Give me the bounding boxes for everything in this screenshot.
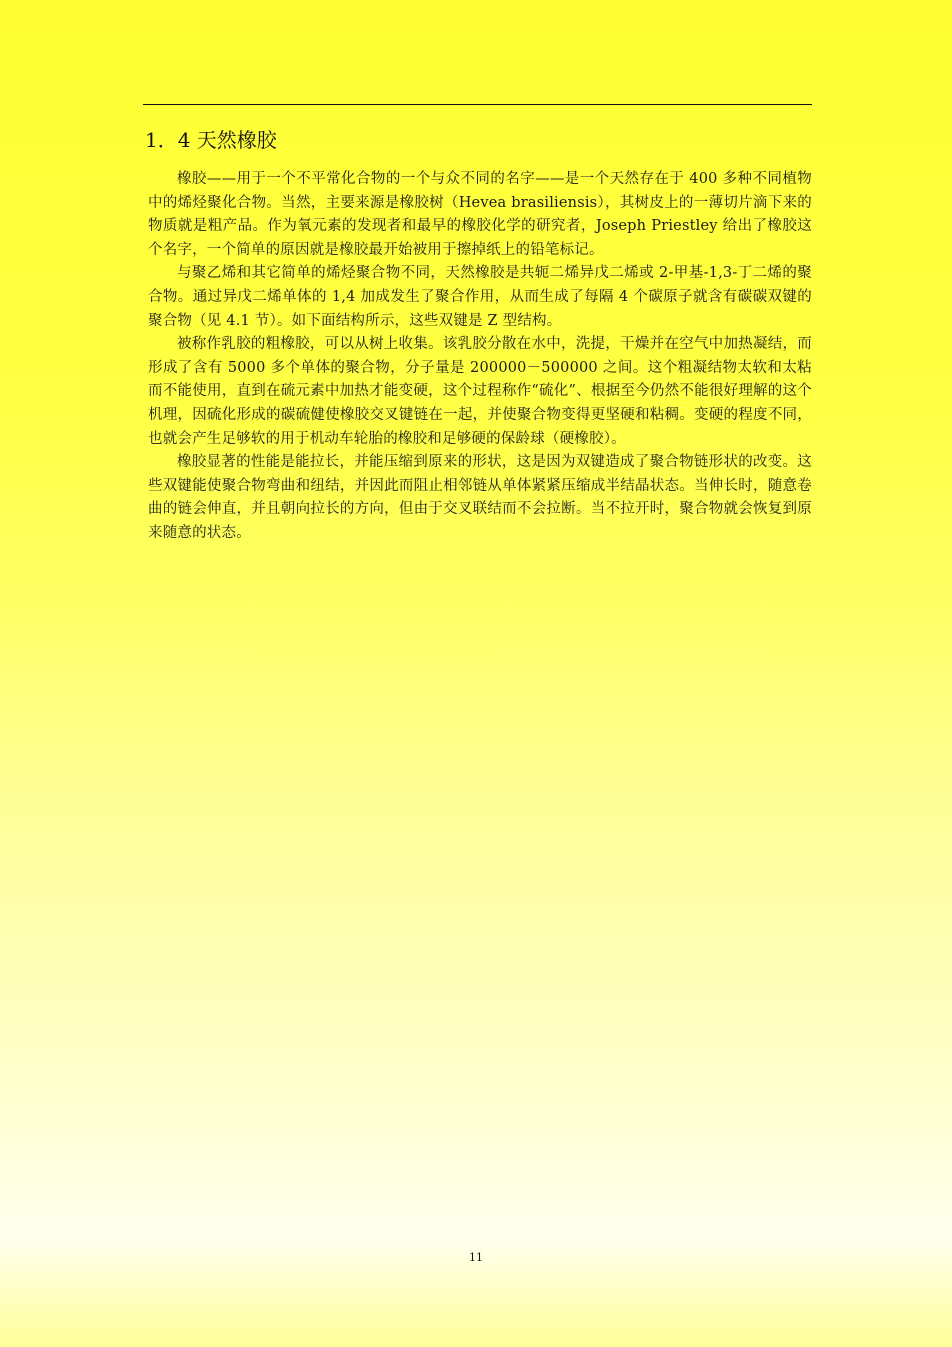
paragraph-latex-vulcanization: 被称作乳胶的粗橡胶，可以从树上收集。该乳胶分散在水中，洗提，干燥并在空气中加热凝结，而形成了含有 5000 多个单体的聚合物，分子量是 200000－500000 之间。这个粗凝结物太软和太粘而不能使用，直到在硫元素中加热才能变硬，这个过程称作“硫化”、根据至今仍然不能很好理解的这个机理，因硫化形成的碳硫健使橡胶交叉键链在一起，并使聚合物变得更坚硬和粘稠。变硬的程度不同，也就会产生足够软的用于机动车轮胎的橡胶和足够硬的保龄球（硬橡胶）。 [148, 336, 812, 447]
section-title: 1．4 天然橡胶 [145, 128, 277, 152]
paragraph-rubber-name: 橡胶——用于一个不平常化合物的一个与众不同的名字——是一个天然存在于 400 多种不同植物中的烯烃聚化合物。当然，主要来源是橡胶树（Hevea brasiliensis），其树皮上的一薄切片滴下来的物质就是粗产品。作为氧元素的发现者和最早的橡胶化学的研究者，Joseph Priestley 给出了橡胶这个名字，一个简单的原因就是橡胶最开始被用于擦掉纸上的铅笔标记。 [148, 171, 812, 258]
paragraph-isoprene-polymer: 与聚乙烯和其它简单的烯烃聚合物不同，天然橡胶是共轭二烯异戊二烯或 2-甲基-1,3-丁二烯的聚合物。通过异戊二烯单体的 1,4 加成发生了聚合作用，从而生成了每隔 4 个碳原子就含有碳碳双键的聚合物（见 4.1 节）。如下面结构所示，这些双键是 Z 型结构。 [148, 265, 812, 329]
paragraph-elasticity: 橡胶显著的性能是能拉长，并能压缩到原来的形状，这是因为双键造成了聚合物链形状的改变。这些双键能使聚合物弯曲和纽结，并因此而阻止相邻链从单体紧紧压缩成半结晶状态。当伸长时，随意卷曲的链会伸直，并且朝向拉长的方向，但由于交叉联结而不会拉断。当不拉开时，聚合物就会恢复到原来随意的状态。 [148, 454, 812, 541]
page-number: 11 [469, 1251, 483, 1264]
section-body [148, 168, 812, 546]
header-rule [143, 104, 812, 105]
